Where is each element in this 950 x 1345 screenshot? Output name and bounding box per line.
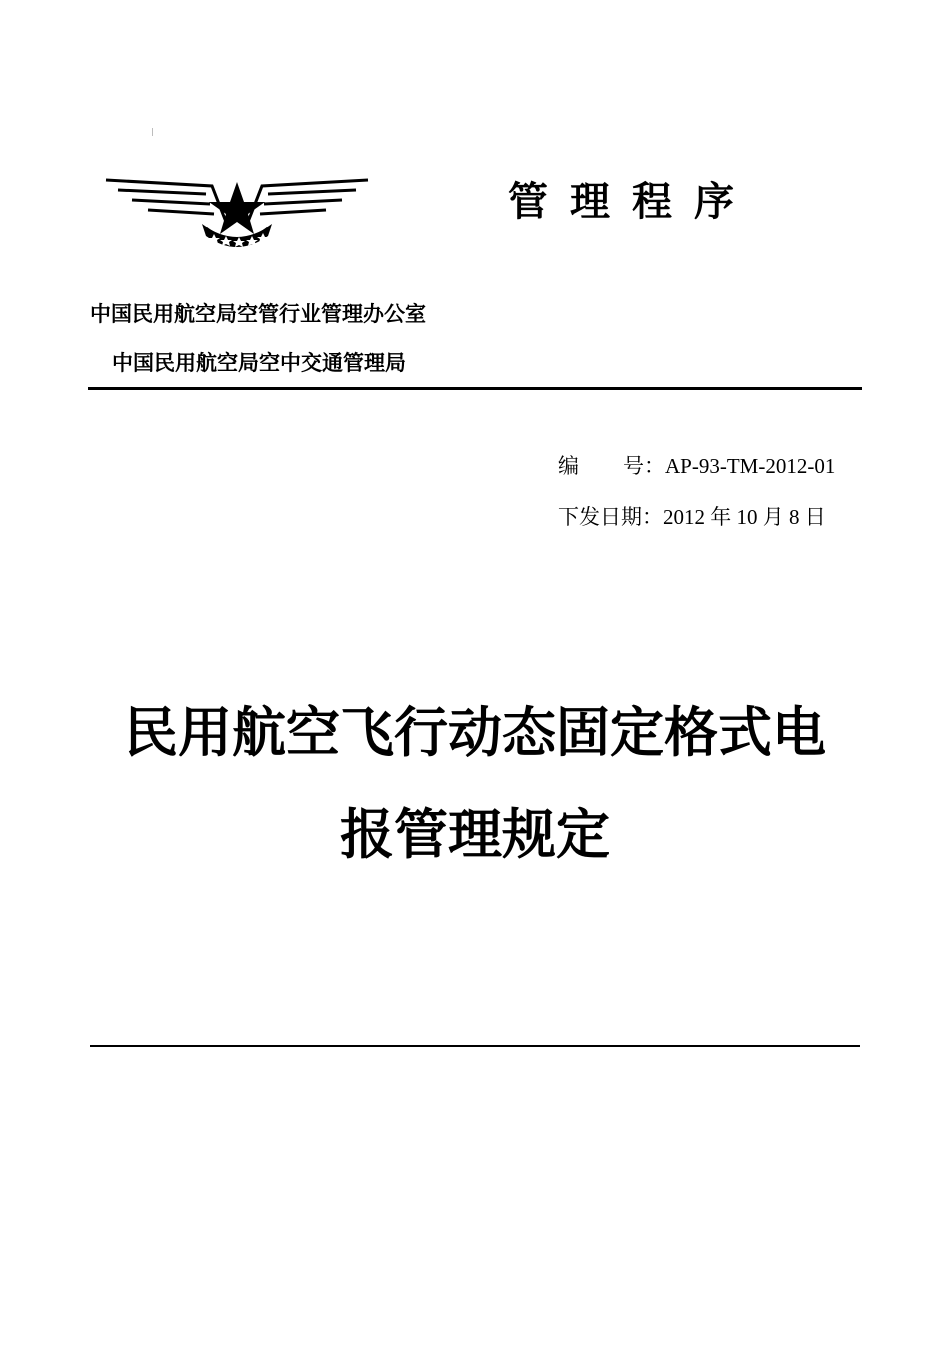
document-title-line-2: 报管理规定 xyxy=(340,803,610,866)
document-type-heading: 管理程序 xyxy=(508,179,756,225)
document-number-value: AP-93-TM-2012-01 xyxy=(665,454,836,478)
document-number-label-a: 编 xyxy=(558,454,579,478)
issue-date-value: 2012 年 10 月 8 日 xyxy=(663,505,826,529)
scan-mark xyxy=(152,128,153,136)
issue-date-row xyxy=(558,503,826,531)
header-divider xyxy=(88,387,862,390)
issuer-line-2: 中国民用航空局空中交通管理局 xyxy=(112,351,406,375)
document-number-label-b: 号： xyxy=(623,454,665,478)
caac-emblem-icon xyxy=(102,172,372,250)
issuer-line-1: 中国民用航空局空管行业管理办公室 xyxy=(90,302,426,326)
footer-divider xyxy=(90,1045,860,1047)
document-title-line-1: 民用航空飞行动态固定格式电 xyxy=(124,701,826,764)
issue-date-label: 下发日期： xyxy=(558,505,663,529)
document-number-row xyxy=(558,452,835,480)
